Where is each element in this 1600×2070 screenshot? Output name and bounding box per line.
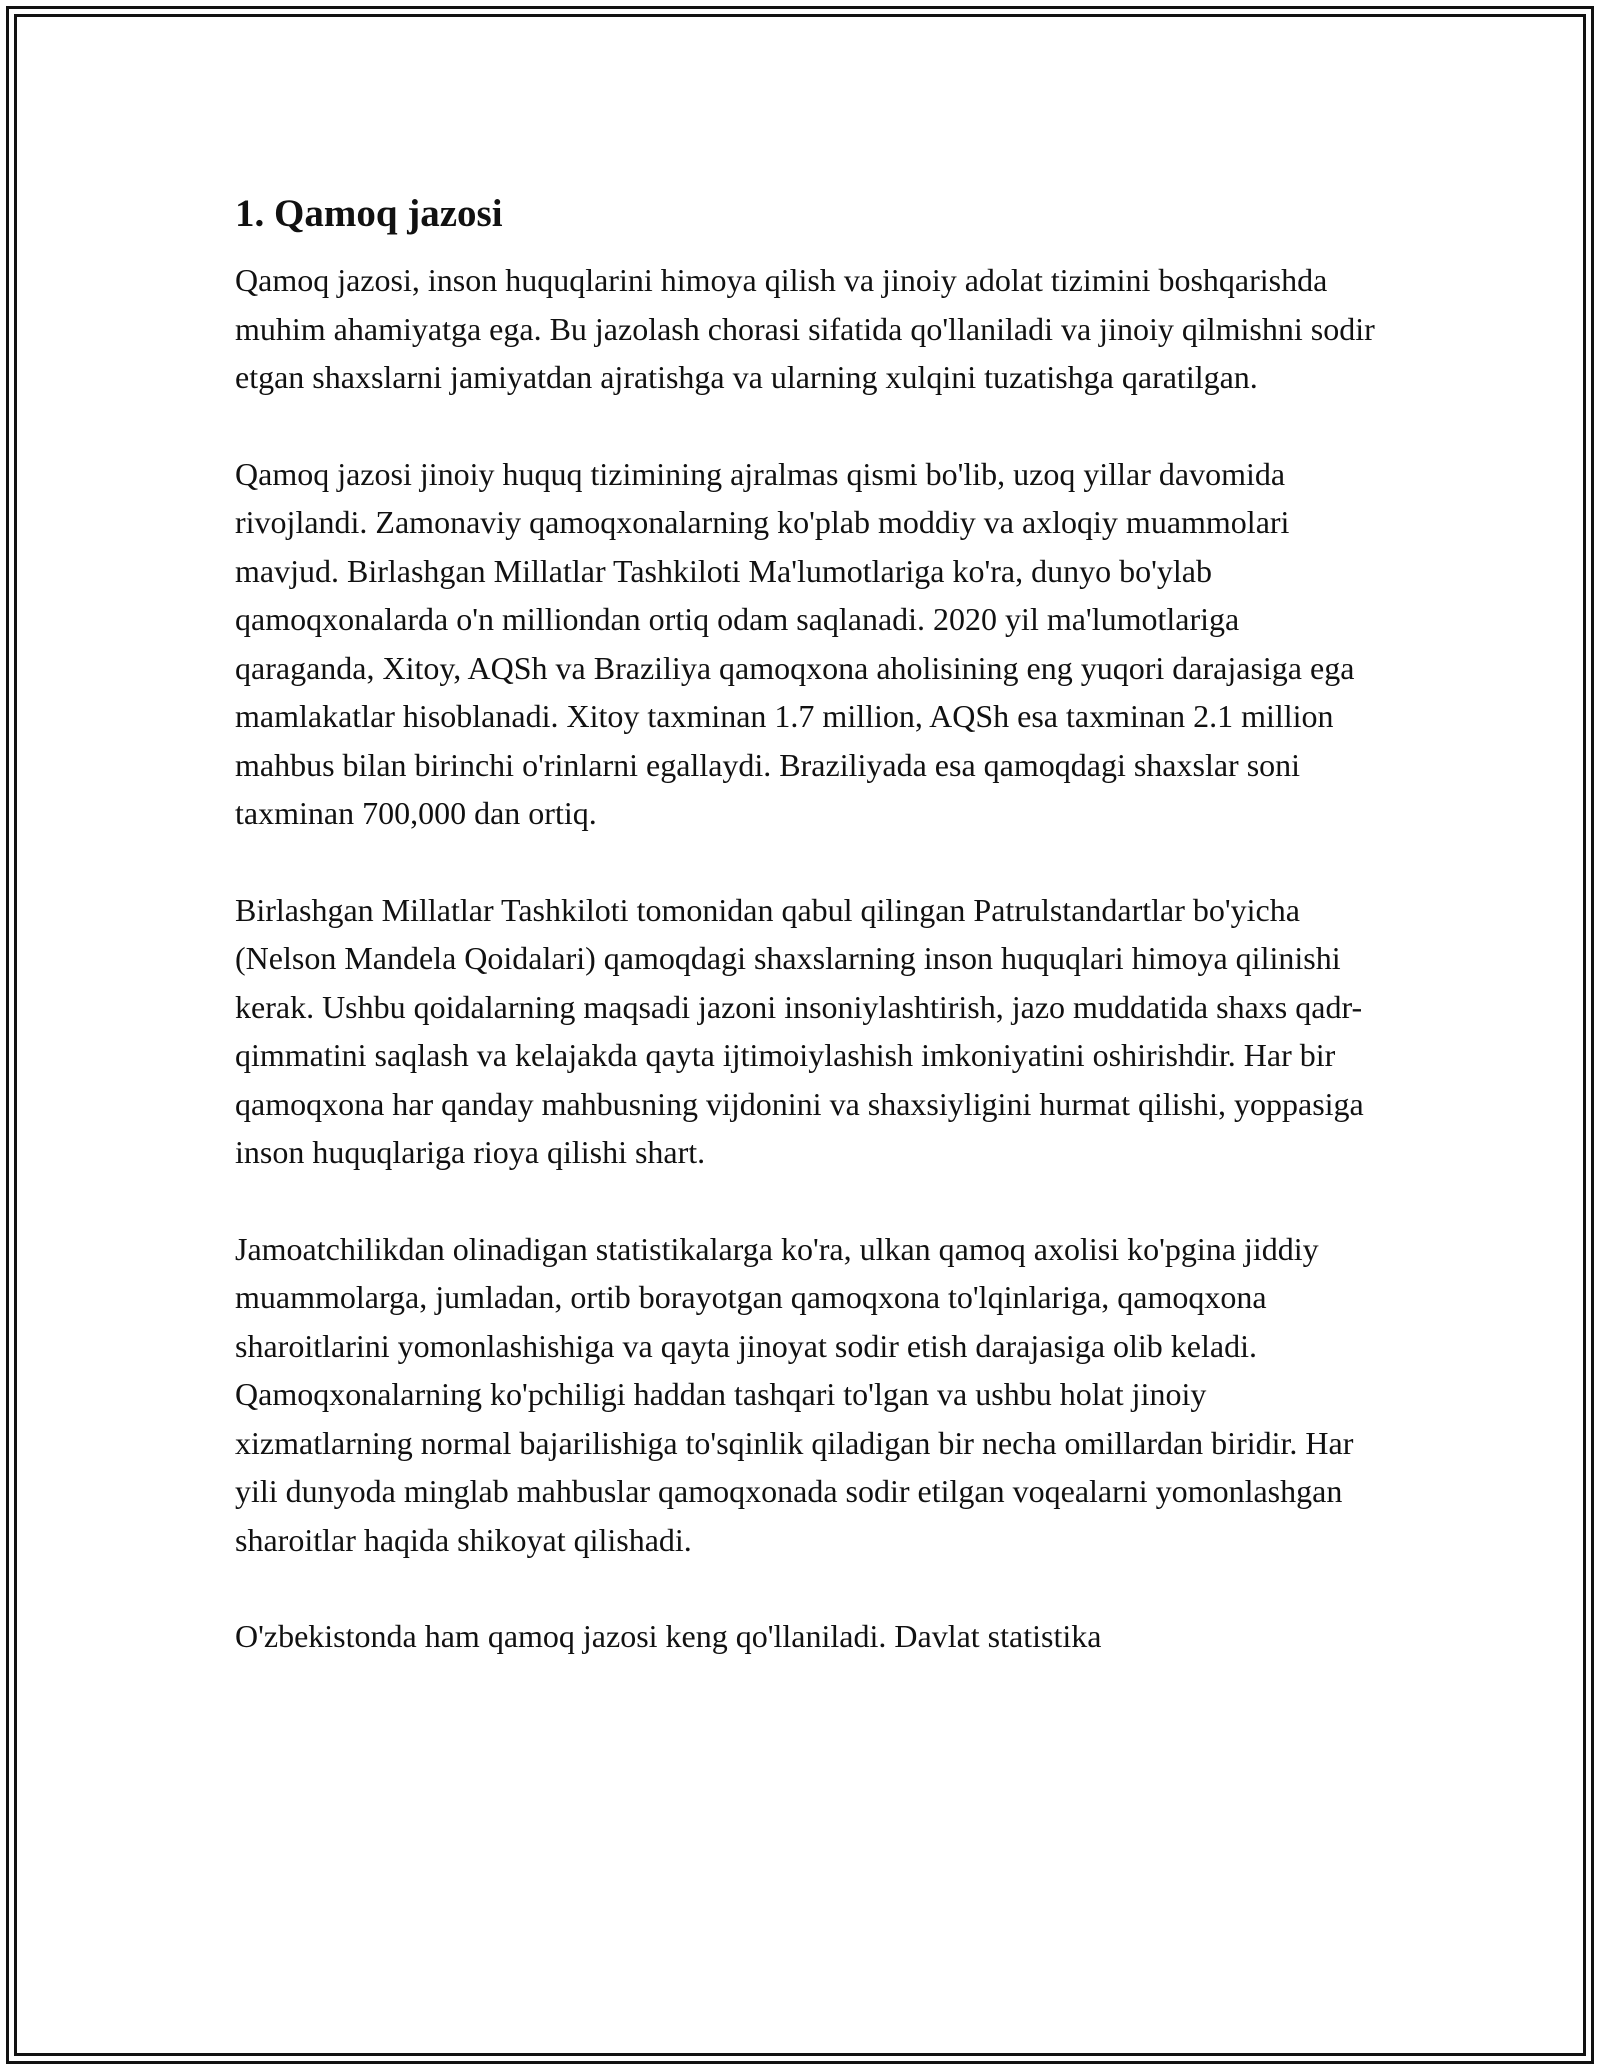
section-heading: 1. Qamoq jazosi: [235, 192, 503, 235]
paragraph-3: Birlashgan Millatlar Tashkiloti tomonidan qabul qilingan Patrulstandartlar bo'yicha (Nelson Mandela Qoidalari) qamoqdagi shaxslarning inson huquqlari himoya qilinishi kerak. Ushbu qoidalarning maqsadi jazoni insoniylashtirish, jazo muddatida shaxs qadr-qimmatini saqlash va kelajakda qayta ijtimoiylashish imkoniyatini oshirishdir. Har bir qamoqxona har qanday mahbusning vijdonini va shaxsiyligini hurmat qilishi, yoppasiga inson huquqlariga rioya qilishi shart.: [235, 891, 1364, 1170]
paragraph-5: O'zbekistonda ham qamoq jazosi keng qo'llaniladi. Davlat statistika: [235, 1618, 1102, 1654]
paragraph-2: Qamoq jazosi jinoiy huquq tizimining ajralmas qismi bo'lib, uzoq yillar davomida rivojlandi. Zamonaviy qamoqxonalarning ko'plab moddiy va axloqiy muammolari mavjud. Birlashgan Millatlar Tashkiloti Ma'lumotlariga ko'ra, dunyo bo'ylab qamoqxonalarda o'n milliondan ortiq odam saqlanadi. 2020 yil ma'lumotlariga qaraganda, Xitoy, AQSh va Braziliya qamoqxona aholisining eng yuqori darajasiga ega mamlakatlar hisoblanadi. Xitoy taxminan 1.7 million, AQSh esa taxminan 2.1 million mahbus bilan birinchi o'rinlarni egallaydi. Braziliyada esa qamoqdagi shaxslar soni taxminan 700,000 dan ortiq.: [235, 455, 1355, 831]
paragraph-1: Qamoq jazosi, inson huquqlarini himoya qilish va jinoiy adolat tizimini boshqarishda muhim ahamiyatga ega. Bu jazolash chorasi sifatida qo'llaniladi va jinoiy qilmishni sodir etgan shaxslarni jamiyatdan ajratishga va ularning xulqini tuzatishga qaratilgan.: [235, 262, 1375, 395]
document-body: [235, 186, 1385, 1709]
paragraph-4: Jamoatchilikdan olinadigan statistikalarga ko'ra, ulkan qamoq axolisi ko'pgina jiddiy muammolarga, jumladan, ortib borayotgan qamoqxona to'lqinlariga, qamoqxona sharoitlarini yomonlashishiga va qayta jinoyat sodir etish darajasiga olib keladi. Qamoqxonalarning ko'pchiligi haddan tashqari to'lgan va ushbu holat jinoiy xizmatlarning normal bajarilishiga to'sqinlik qiladigan bir necha omillardan biridir. Har yili dunyoda minglab mahbuslar qamoqxonada sodir etilgan voqealarni yomonlashgan sharoitlar haqida shikoyat qilishadi.: [235, 1230, 1354, 1558]
